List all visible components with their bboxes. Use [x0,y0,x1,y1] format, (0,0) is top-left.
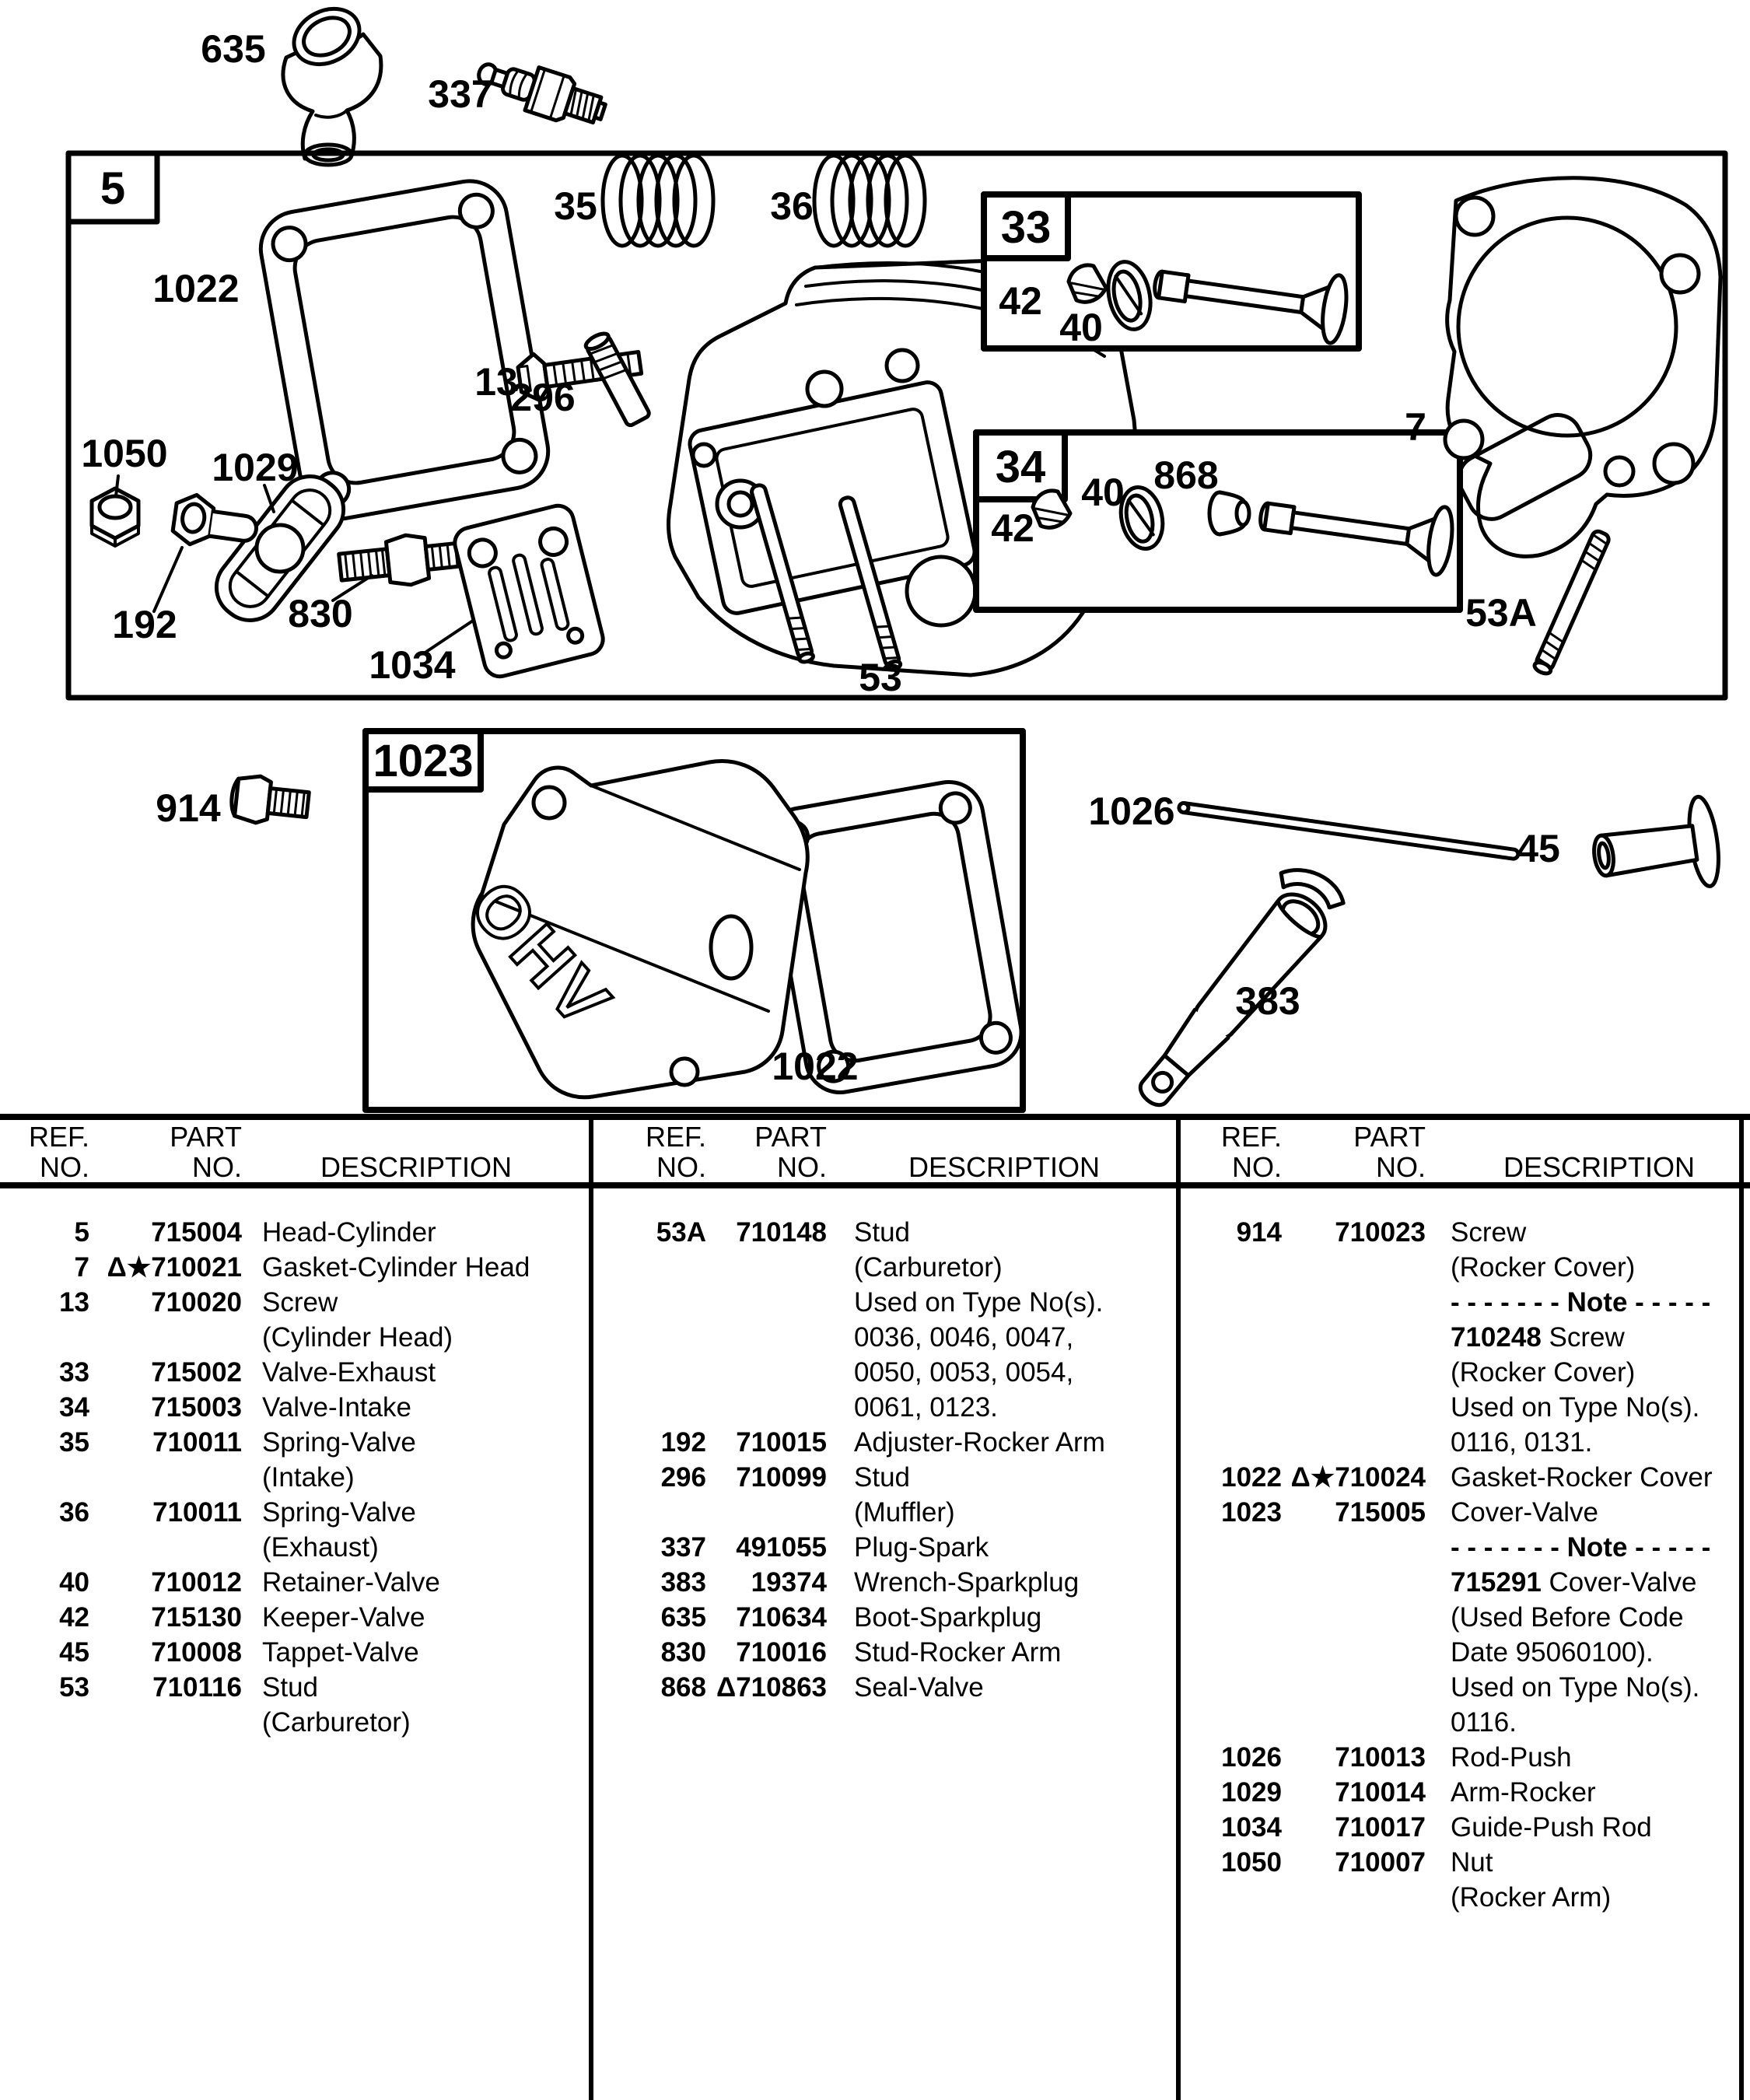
header-part-line1: PART [170,1121,242,1153]
part-row [1181,1810,1739,1845]
ref-no: 53 [59,1672,89,1703]
description: Keeper-Valve [262,1602,425,1633]
description: Boot-Sparkplug [854,1602,1042,1633]
part-no: 710634 [736,1602,827,1633]
ref-no: 1026 [1221,1742,1282,1773]
valve-spring-intake-drawing [603,156,713,246]
part-row [0,1635,589,1670]
callout-337: 337 [428,72,493,116]
ref-no: 830 [660,1637,706,1668]
column-divider-2 [1176,1114,1181,2100]
part-row-continuation [1181,1425,1739,1460]
part-no: 710012 [151,1567,242,1598]
header-description: DESCRIPTION [908,1151,1101,1183]
description: Valve-Intake [262,1392,411,1423]
description: Date 95060100). [1451,1637,1654,1668]
header-description: DESCRIPTION [320,1151,513,1183]
part-row-continuation [1181,1705,1739,1740]
description: Screw [1451,1217,1527,1248]
part-row [0,1390,589,1425]
part-row [593,1215,1176,1250]
header-part-line2: NO. [191,1151,242,1183]
part-no: 715130 [151,1602,242,1633]
valve-spring-exhaust-drawing [814,156,925,246]
header-part-line1: PART [1353,1121,1426,1153]
ref-no: 383 [660,1567,706,1598]
part-no: 715005 [1335,1497,1426,1528]
part-no: 715004 [151,1217,242,1248]
part-row [1181,1215,1739,1250]
part-row [0,1250,589,1285]
part-no: 710007 [1335,1847,1426,1878]
description: Guide-Push Rod [1451,1812,1652,1843]
table-rows [1181,1215,1739,1915]
description: (Muffler) [854,1497,955,1528]
ref-no: 1022 [1221,1462,1282,1493]
parts-table [0,1114,1750,2100]
part-row [0,1215,589,1250]
callout-635: 635 [201,27,266,71]
part-row [1181,1845,1739,1880]
table-rows [0,1215,589,1740]
description: Stud [854,1217,910,1248]
part-no: 710020 [151,1287,242,1318]
part-no: 710011 [152,1497,242,1528]
description: Stud-Rocker Arm [854,1637,1062,1668]
description: 0050, 0053, 0054, [854,1357,1074,1388]
ref-no: 337 [660,1532,706,1563]
part-row [0,1285,589,1320]
callout-7: 7 [1405,405,1426,449]
ref-no: 192 [660,1427,706,1458]
cylinder-head-gasket-drawing [1445,178,1720,557]
ref-no: 34 [59,1392,89,1423]
ref-no: 40 [59,1567,89,1598]
ref-no: 1023 [1221,1497,1282,1528]
description: 710248 Screw [1451,1322,1625,1353]
part-no: 715003 [151,1392,242,1423]
callout-53: 53 [859,656,902,699]
description: Used on Type No(s). [1451,1672,1700,1703]
description: 0116. [1451,1707,1517,1738]
part-row [0,1355,589,1390]
rocker-cover-screw-drawing [229,774,310,828]
callout-36: 36 [770,184,814,228]
ref-no: 1029 [1221,1777,1282,1808]
part-no: 710011 [152,1427,242,1458]
callout-42-intake: 42 [991,506,1034,550]
part-row-continuation [1181,1635,1739,1670]
callout-45: 45 [1517,827,1560,870]
part-row [0,1565,589,1600]
ref-no: 296 [660,1462,706,1493]
description: 0036, 0046, 0047, [854,1322,1074,1353]
ref-no: 35 [59,1427,89,1458]
part-row [1181,1495,1739,1530]
ref-no: 13 [59,1287,89,1318]
description: (Carburetor) [262,1707,411,1738]
description: Screw [262,1287,338,1318]
part-row-continuation [1181,1390,1739,1425]
header-ref-line2: NO. [39,1151,89,1183]
callout-1034: 1034 [369,643,456,687]
part-no: 710148 [736,1217,827,1248]
part-row [0,1670,589,1705]
description: (Exhaust) [262,1532,379,1563]
part-row-continuation [593,1285,1176,1320]
part-no: 710016 [736,1637,827,1668]
rocker-cover-gasket-drawing-top [255,175,555,524]
callout-830: 830 [288,592,353,635]
description: Adjuster-Rocker Arm [854,1427,1105,1458]
table-header [0,1122,589,1182]
description: Stud [854,1462,910,1493]
push-rod-drawing [1178,803,1518,859]
part-no: 715002 [151,1357,242,1388]
part-row [593,1600,1176,1635]
part-no: 710023 [1335,1217,1426,1248]
spark-plug-drawing [472,51,610,134]
description: Arm-Rocker [1451,1777,1596,1808]
ref-no: 42 [59,1602,89,1633]
description: Gasket-Rocker Cover [1451,1462,1713,1493]
part-no: Δ★710021 [107,1252,242,1283]
description: - - - - - - - Note - - - - - [1451,1287,1711,1318]
part-row-continuation [1181,1285,1739,1320]
box-label-1023: 1023 [373,736,474,786]
callout-868: 868 [1153,453,1219,497]
description: Used on Type No(s). [1451,1392,1700,1423]
description: Spring-Valve [262,1427,416,1458]
part-row-continuation [0,1705,589,1740]
part-no: 710013 [1335,1742,1426,1773]
ref-no: 7 [74,1252,89,1283]
header-part-line2: NO. [776,1151,827,1183]
description: Gasket-Cylinder Head [262,1252,530,1283]
part-no: 710015 [736,1427,827,1458]
ref-no: 914 [1236,1217,1282,1248]
callout-192: 192 [112,603,177,646]
table-right-border [1739,1114,1744,2100]
part-row-continuation [593,1250,1176,1285]
ref-no: 635 [660,1602,706,1633]
parts-table-column-1 [0,1114,589,2100]
description: Plug-Spark [854,1532,989,1563]
part-row [0,1600,589,1635]
callout-383: 383 [1235,979,1300,1023]
callout-1022-bottom: 1022 [772,1045,859,1088]
description: 715291 Cover-Valve [1451,1567,1697,1598]
part-row-continuation [593,1495,1176,1530]
part-no: Δ710863 [716,1672,827,1703]
header-part-line2: NO. [1375,1151,1426,1183]
part-no: 491055 [736,1532,827,1563]
callout-53a: 53A [1465,591,1537,635]
description: (Rocker Cover) [1451,1357,1636,1388]
part-no: 710099 [736,1462,827,1493]
push-rod-guide-drawing [452,502,607,680]
part-row-continuation [593,1390,1176,1425]
column-divider-1 [589,1114,593,2100]
header-part-line1: PART [754,1121,827,1153]
ref-no: 45 [59,1637,89,1668]
part-row [593,1460,1176,1495]
ref-no: 33 [59,1357,89,1388]
description: (Used Before Code [1451,1602,1684,1633]
part-row [593,1530,1176,1565]
description: (Cylinder Head) [262,1322,453,1353]
part-no: 710116 [152,1672,242,1703]
box-label-34: 34 [995,442,1046,492]
callout-296: 296 [510,376,576,419]
sparkplug-wrench-drawing [1114,854,1352,1114]
box-label-5: 5 [100,163,126,214]
parts-table-column-3 [1181,1114,1739,2100]
part-row-continuation [0,1460,589,1495]
ref-no: 868 [660,1672,706,1703]
part-row [1181,1460,1739,1495]
description: (Intake) [262,1462,355,1493]
header-ref-line2: NO. [1231,1151,1282,1183]
callout-40-exhaust: 40 [1059,306,1103,349]
part-row [1181,1775,1739,1810]
header-ref-line1: REF. [1220,1121,1282,1153]
header-description: DESCRIPTION [1503,1151,1696,1183]
description: Spring-Valve [262,1497,416,1528]
box-label-33: 33 [1000,202,1052,253]
part-row-continuation [593,1320,1176,1355]
header-ref-line2: NO. [656,1151,706,1183]
ref-no: 5 [74,1217,89,1248]
description: 0061, 0123. [854,1392,998,1423]
ref-no: 1050 [1221,1847,1282,1878]
valve-seal-drawing [1209,492,1249,534]
ref-no: 1034 [1221,1812,1282,1843]
part-no: 710017 [1335,1812,1426,1843]
part-no: 710014 [1335,1777,1426,1808]
header-ref-line1: REF. [645,1121,706,1153]
part-row [593,1670,1176,1705]
ohv-embossing: OHV [455,866,628,1045]
description: (Rocker Arm) [1451,1882,1612,1913]
part-no: 710008 [151,1637,242,1668]
description: Used on Type No(s). [854,1287,1104,1318]
part-row-continuation [1181,1530,1739,1565]
table-header [1181,1122,1739,1182]
callout-1022-top: 1022 [152,267,240,310]
table-header [593,1122,1176,1182]
table-rows [593,1215,1176,1705]
ref-no: 53A [656,1217,706,1248]
description: Head-Cylinder [262,1217,436,1248]
header-ref-line1: REF. [28,1121,89,1153]
description: (Carburetor) [854,1252,1003,1283]
valve-tappet-drawing [1588,795,1724,901]
part-row-continuation [1181,1565,1739,1600]
callout-1026: 1026 [1088,789,1175,833]
ref-no: 36 [59,1497,89,1528]
callout-1029: 1029 [212,446,299,489]
part-no: Δ★710024 [1290,1462,1426,1493]
part-row [593,1565,1176,1600]
part-row [0,1495,589,1530]
description: Cover-Valve [1451,1497,1598,1528]
part-row-continuation [1181,1355,1739,1390]
description: Tappet-Valve [262,1637,419,1668]
callout-42-exhaust: 42 [999,279,1042,323]
part-row-continuation [593,1355,1176,1390]
callout-914: 914 [156,786,221,830]
parts-table-column-2 [593,1114,1176,2100]
description: - - - - - - - Note - - - - - [1451,1532,1711,1563]
part-row-continuation [1181,1250,1739,1285]
callout-35: 35 [554,184,597,228]
part-row-continuation [0,1320,589,1355]
part-row-continuation [1181,1880,1739,1915]
description: Retainer-Valve [262,1567,440,1598]
part-row [0,1425,589,1460]
description: Rod-Push [1451,1742,1572,1773]
description: Nut [1451,1847,1493,1878]
sparkplug-boot-drawing [283,0,381,165]
description: 0116, 0131. [1451,1427,1593,1458]
description: Wrench-Sparkplug [854,1567,1080,1598]
description: Valve-Exhaust [262,1357,436,1388]
description: Seal-Valve [854,1672,984,1703]
part-row-continuation [1181,1320,1739,1355]
part-row [1181,1740,1739,1775]
callout-40-intake: 40 [1081,471,1125,514]
part-row [593,1635,1176,1670]
description: (Rocker Cover) [1451,1252,1636,1283]
part-row [593,1425,1176,1460]
description: Stud [262,1672,318,1703]
part-no: 19374 [751,1567,827,1598]
callout-13: 13 [474,360,518,404]
part-row-continuation [0,1530,589,1565]
callout-1050: 1050 [81,432,168,475]
part-row-continuation [1181,1600,1739,1635]
part-row-continuation [1181,1670,1739,1705]
